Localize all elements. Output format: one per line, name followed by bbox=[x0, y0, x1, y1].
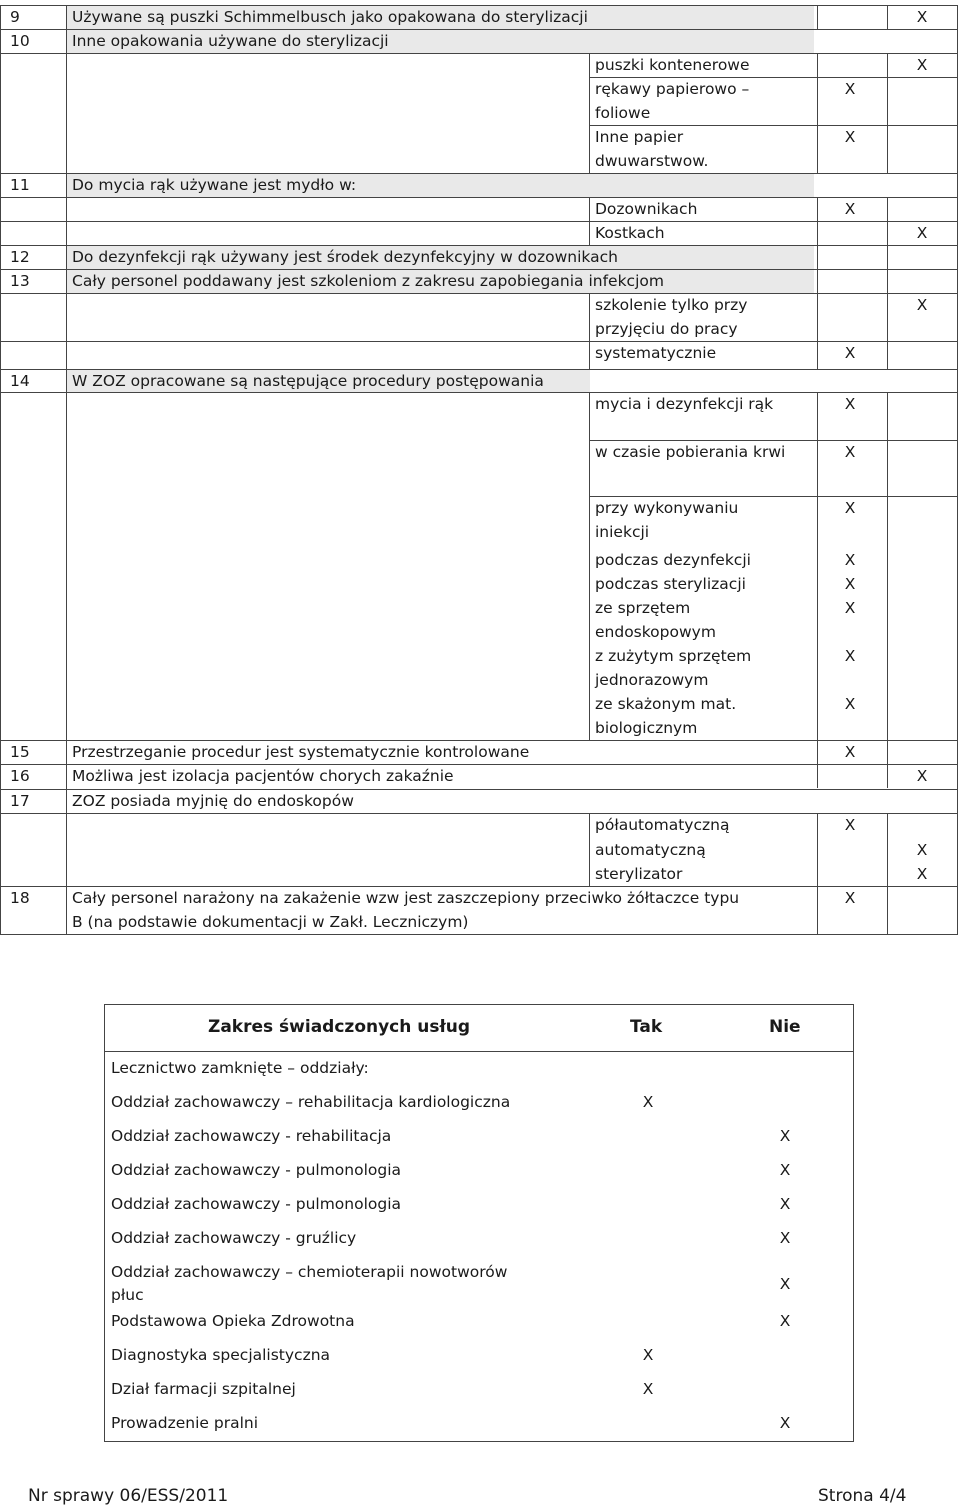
row-text: B (na podstawie dokumentacji w Zakł. Leczniczym) bbox=[72, 913, 469, 931]
service-label: Dział farmacji szpitalnej bbox=[111, 1380, 296, 1398]
yes-mark: X bbox=[642, 1346, 654, 1364]
option-label: w czasie pobierania krwi bbox=[595, 443, 786, 461]
mark-x: X bbox=[844, 816, 856, 834]
h-line bbox=[0, 813, 958, 814]
mark-x: X bbox=[844, 695, 856, 713]
service-label: Podstawowa Opieka Zdrowotna bbox=[111, 1312, 355, 1330]
v-line bbox=[887, 197, 888, 245]
row-text: W ZOZ opracowane są następujące procedury postępowania bbox=[72, 372, 544, 390]
v-line bbox=[817, 53, 818, 173]
service-label: Oddział zachowawczy - rehabilitacja bbox=[111, 1127, 392, 1145]
row-text: Cały personel narażony na zakażenie wzw jest zaszczepiony przeciwko żółtaczce typu bbox=[72, 889, 740, 907]
option-label: szkolenie tylko przy bbox=[595, 296, 748, 314]
v-line bbox=[817, 813, 818, 934]
mark-x: X bbox=[844, 647, 856, 665]
option-label: Dozownikach bbox=[595, 200, 698, 218]
row-number: 16 bbox=[10, 767, 30, 785]
mark-x: X bbox=[844, 743, 856, 761]
service-label: Oddział zachowawczy – chemioterapii nowotworów bbox=[111, 1263, 508, 1281]
h-line bbox=[0, 934, 958, 935]
no-mark: X bbox=[779, 1275, 791, 1293]
option-label: mycia i dezynfekcji rąk bbox=[595, 395, 774, 413]
option-label: biologicznym bbox=[595, 719, 698, 737]
row-number: 10 bbox=[10, 32, 30, 50]
h-line bbox=[0, 341, 958, 342]
mark-x: X bbox=[844, 128, 856, 146]
option-label: dwuwarstwow. bbox=[595, 152, 709, 170]
mark-x: X bbox=[844, 443, 856, 461]
mark-x: X bbox=[844, 344, 856, 362]
row-number: 11 bbox=[10, 176, 30, 194]
option-label: systematycznie bbox=[595, 344, 717, 362]
v-line bbox=[887, 53, 888, 173]
mark-x: X bbox=[916, 8, 928, 26]
service-label: płuc bbox=[111, 1286, 144, 1304]
row-number: 14 bbox=[10, 372, 30, 390]
option-label: ze skażonym mat. bbox=[595, 695, 737, 713]
row-number: 15 bbox=[10, 743, 30, 761]
v-line bbox=[817, 740, 818, 788]
no-mark: X bbox=[779, 1229, 791, 1247]
v-line bbox=[817, 392, 818, 740]
service-label: Oddział zachowawczy – rehabilitacja kardiologiczna bbox=[111, 1093, 511, 1111]
h-line bbox=[104, 1051, 854, 1052]
row-text: Możliwa jest izolacja pacjentów chorych zakaźnie bbox=[72, 767, 454, 785]
service-label: Oddział zachowawczy - gruźlicy bbox=[111, 1229, 357, 1247]
page-footer bbox=[0, 1484, 960, 1509]
v-line bbox=[589, 53, 590, 173]
mark-x: X bbox=[844, 200, 856, 218]
option-label: z zużytym sprzętem bbox=[595, 647, 752, 665]
row-text: ZOZ posiada myjnię do endoskopów bbox=[72, 792, 354, 810]
option-label: podczas dezynfekcji bbox=[595, 551, 751, 569]
yes-mark: X bbox=[642, 1093, 654, 1111]
header-yes: Tak bbox=[630, 1017, 663, 1037]
v-line bbox=[589, 813, 590, 886]
h-line bbox=[0, 53, 958, 54]
option-label: foliowe bbox=[595, 104, 651, 122]
mark-x: X bbox=[916, 767, 928, 785]
v-line bbox=[887, 293, 888, 369]
option-label: Kostkach bbox=[595, 224, 665, 242]
row-text: Cały personel poddawany jest szkoleniom z zakresu zapobiegania infekcjom bbox=[72, 272, 664, 290]
option-label: sterylizator bbox=[595, 865, 683, 883]
option-label: Inne papier bbox=[595, 128, 684, 146]
option-label: iniekcji bbox=[595, 523, 650, 541]
mark-x: X bbox=[916, 841, 928, 859]
v-line bbox=[817, 293, 818, 369]
v-line bbox=[957, 5, 958, 934]
mark-x: X bbox=[916, 865, 928, 883]
v-line bbox=[66, 5, 67, 934]
no-mark: X bbox=[779, 1127, 791, 1145]
row-text: Przestrzeganie procedur jest systematycznie kontrolowane bbox=[72, 743, 530, 761]
row-text: Używane są puszki Schimmelbusch jako opakowana do sterylizacji bbox=[72, 8, 588, 26]
v-line bbox=[817, 245, 818, 293]
mark-x: X bbox=[844, 80, 856, 98]
page-number: Strona 4/4 bbox=[818, 1486, 907, 1506]
option-label: automatyczną bbox=[595, 841, 706, 859]
service-label: Lecznictwo zamknięte – oddziały: bbox=[111, 1059, 369, 1077]
mark-x: X bbox=[844, 551, 856, 569]
no-mark: X bbox=[779, 1414, 791, 1432]
option-label: puszki kontenerowe bbox=[595, 56, 750, 74]
h-line bbox=[0, 221, 958, 222]
service-label: Oddział zachowawczy - pulmonologia bbox=[111, 1195, 402, 1213]
v-line bbox=[887, 813, 888, 934]
h-line bbox=[0, 293, 958, 294]
mark-x: X bbox=[916, 224, 928, 242]
service-label: Diagnostyka specjalistyczna bbox=[111, 1346, 331, 1364]
option-label: endoskopowym bbox=[595, 623, 716, 641]
service-label: Prowadzenie pralni bbox=[111, 1414, 259, 1432]
row-text: Inne opakowania używane do sterylizacji bbox=[72, 32, 389, 50]
option-label: półautomatyczną bbox=[595, 816, 730, 834]
v-line bbox=[853, 1004, 854, 1442]
service-label: Oddział zachowawczy - pulmonologia bbox=[111, 1161, 402, 1179]
option-label: jednorazowym bbox=[595, 671, 709, 689]
mark-x: X bbox=[844, 575, 856, 593]
option-label: ze sprzętem bbox=[595, 599, 691, 617]
v-line bbox=[817, 197, 818, 245]
h-line bbox=[104, 1441, 854, 1442]
row-number: 17 bbox=[10, 792, 30, 810]
option-label: przy wykonywaniu bbox=[595, 499, 739, 517]
services-table bbox=[104, 1004, 854, 1442]
mark-x: X bbox=[844, 499, 856, 517]
row-number: 13 bbox=[10, 272, 30, 290]
no-mark: X bbox=[779, 1312, 791, 1330]
header-service: Zakres świadczonych usług bbox=[208, 1017, 471, 1037]
yes-mark: X bbox=[642, 1380, 654, 1398]
case-number: Nr sprawy 06/ESS/2011 bbox=[28, 1486, 229, 1506]
mark-x: X bbox=[916, 296, 928, 314]
v-line bbox=[104, 1004, 105, 1442]
h-line bbox=[0, 197, 958, 198]
mark-x: X bbox=[844, 599, 856, 617]
option-label: podczas sterylizacji bbox=[595, 575, 746, 593]
v-line bbox=[589, 197, 590, 245]
v-line bbox=[817, 5, 818, 29]
row-text: Do dezynfekcji rąk używany jest środek dezynfekcyjny w dozownikach bbox=[72, 248, 618, 266]
h-line bbox=[104, 1004, 854, 1005]
v-line bbox=[887, 392, 888, 740]
no-mark: X bbox=[779, 1161, 791, 1179]
mark-x: X bbox=[916, 56, 928, 74]
v-line bbox=[589, 392, 590, 740]
mark-x: X bbox=[844, 395, 856, 413]
no-mark: X bbox=[779, 1195, 791, 1213]
v-line bbox=[887, 245, 888, 293]
v-line bbox=[589, 293, 590, 369]
header-no: Nie bbox=[769, 1017, 801, 1037]
option-label: przyjęciu do pracy bbox=[595, 320, 738, 338]
v-line bbox=[0, 5, 1, 934]
row-number: 12 bbox=[10, 248, 30, 266]
v-line bbox=[887, 5, 888, 29]
row-text: Do mycia rąk używane jest mydło w: bbox=[72, 176, 357, 194]
v-line bbox=[887, 740, 888, 788]
row-number: 9 bbox=[10, 8, 20, 26]
row-number: 18 bbox=[10, 889, 30, 907]
mark-x: X bbox=[844, 889, 856, 907]
option-label: rękawy papierowo – bbox=[595, 80, 750, 98]
